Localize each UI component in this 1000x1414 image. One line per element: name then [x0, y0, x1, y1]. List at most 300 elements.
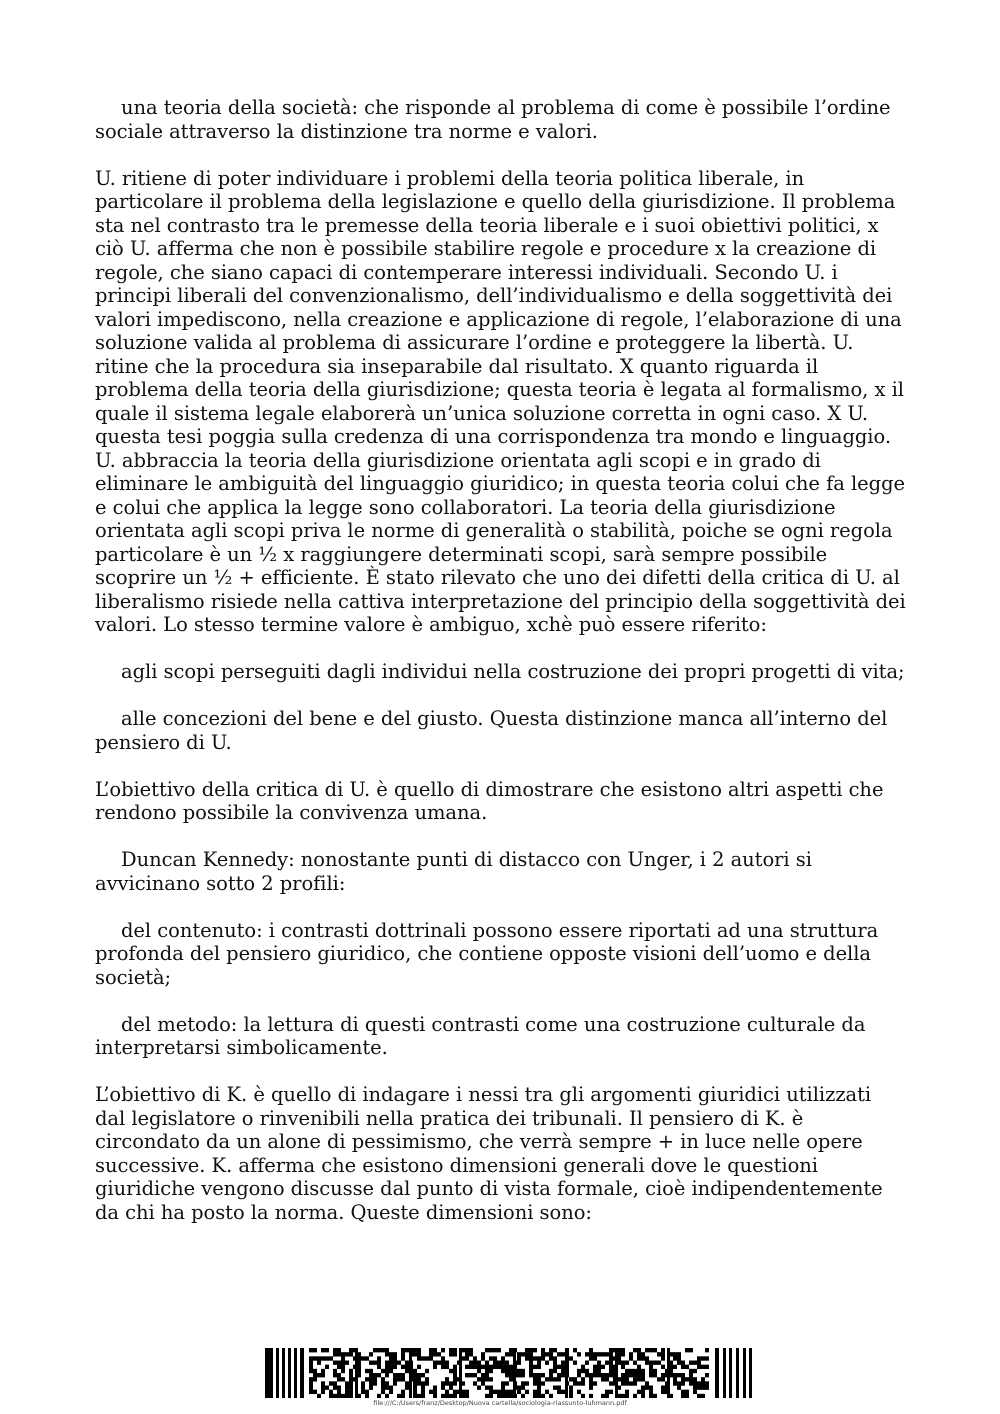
barcode-module	[621, 1361, 625, 1365]
barcode-module	[501, 1390, 505, 1394]
barcode-module	[485, 1377, 489, 1381]
barcode-module	[693, 1390, 697, 1394]
barcode-module	[529, 1348, 533, 1352]
barcode-module	[649, 1390, 653, 1394]
barcode-module	[605, 1394, 609, 1398]
barcode-module	[345, 1381, 349, 1385]
barcode-module	[561, 1352, 565, 1356]
barcode-module	[381, 1369, 385, 1373]
barcode-module	[381, 1381, 385, 1385]
barcode-module	[393, 1352, 397, 1356]
barcode-module	[501, 1365, 505, 1369]
barcode-module	[625, 1394, 629, 1398]
barcode-module	[385, 1352, 389, 1356]
barcode-module	[321, 1369, 325, 1373]
barcode-module	[517, 1369, 521, 1373]
barcode-guard-bar	[723, 1348, 726, 1398]
barcode-module	[509, 1348, 513, 1352]
barcode-module	[361, 1356, 365, 1360]
barcode-module	[697, 1381, 701, 1385]
barcode-module	[621, 1377, 625, 1381]
barcode-module	[633, 1369, 637, 1373]
barcode-guard-bar	[743, 1348, 746, 1398]
barcode-module	[321, 1390, 325, 1394]
barcode-module	[389, 1365, 393, 1369]
barcode-guard-bar	[729, 1348, 732, 1398]
barcode-module	[377, 1394, 381, 1398]
barcode-module	[393, 1356, 397, 1360]
barcode-module	[557, 1390, 561, 1394]
barcode-module	[673, 1381, 677, 1385]
barcode-module	[337, 1390, 341, 1394]
barcode-module	[661, 1386, 665, 1390]
barcode-module	[377, 1373, 381, 1377]
barcode-module	[413, 1381, 417, 1385]
barcode-module	[329, 1390, 333, 1394]
barcode-module	[469, 1365, 473, 1369]
barcode-module	[505, 1381, 509, 1385]
barcode-module	[533, 1394, 537, 1398]
barcode-module	[401, 1373, 405, 1377]
barcode-module	[697, 1394, 701, 1398]
barcode-module	[329, 1394, 333, 1398]
barcode-module	[321, 1373, 325, 1377]
barcode-module	[661, 1356, 665, 1360]
barcode-module	[577, 1390, 581, 1394]
barcode-module	[681, 1373, 685, 1377]
barcode-module	[621, 1348, 625, 1352]
barcode-module	[333, 1348, 337, 1352]
barcode-module	[557, 1352, 561, 1356]
barcode-module	[541, 1381, 545, 1385]
barcode-module	[625, 1381, 629, 1385]
barcode-module	[445, 1381, 449, 1385]
barcode-module	[677, 1352, 681, 1356]
barcode-module	[429, 1352, 433, 1356]
barcode-module	[681, 1377, 685, 1381]
barcode-module	[405, 1386, 409, 1390]
barcode-module	[685, 1394, 689, 1398]
barcode-module	[493, 1365, 497, 1369]
barcode-module	[525, 1352, 529, 1356]
barcode-module	[433, 1348, 437, 1352]
barcode-module	[593, 1352, 597, 1356]
barcode-module	[597, 1352, 601, 1356]
barcode-module	[589, 1386, 593, 1390]
barcode-module	[629, 1369, 633, 1373]
barcode-module	[465, 1356, 469, 1360]
barcode-module	[333, 1373, 337, 1377]
barcode-module	[369, 1352, 373, 1356]
barcode-module	[329, 1356, 333, 1360]
barcode-module	[433, 1352, 437, 1356]
barcode-module	[509, 1390, 513, 1394]
barcode-module	[569, 1356, 573, 1360]
barcode-module	[689, 1348, 693, 1352]
barcode-module	[405, 1361, 409, 1365]
barcode-module	[697, 1386, 701, 1390]
barcode-module	[453, 1348, 457, 1352]
barcode-module	[633, 1373, 637, 1377]
barcode-module	[697, 1365, 701, 1369]
barcode-module	[333, 1386, 337, 1390]
barcode-module	[309, 1386, 313, 1390]
barcode-module	[341, 1352, 345, 1356]
barcode-module	[681, 1394, 685, 1398]
barcode-module	[437, 1352, 441, 1356]
barcode-module	[337, 1348, 341, 1352]
barcode-module	[413, 1373, 417, 1377]
barcode-module	[533, 1348, 537, 1352]
barcode-module	[661, 1365, 665, 1369]
barcode-module	[681, 1381, 685, 1385]
barcode-module	[465, 1365, 469, 1369]
barcode-module	[337, 1373, 341, 1377]
barcode-module	[541, 1373, 545, 1377]
barcode-module	[633, 1394, 637, 1398]
barcode-module	[677, 1386, 681, 1390]
barcode-module	[521, 1373, 525, 1377]
barcode-module	[689, 1373, 693, 1377]
barcode-module	[625, 1361, 629, 1365]
barcode-module	[349, 1386, 353, 1390]
barcode-module	[309, 1365, 313, 1369]
barcode-module	[633, 1361, 637, 1365]
barcode-row-indicator	[355, 1348, 358, 1398]
barcode-module	[609, 1390, 613, 1394]
barcode-module	[453, 1369, 457, 1373]
barcode-module	[413, 1390, 417, 1394]
barcode-module	[581, 1394, 585, 1398]
barcode-guard-bar	[276, 1348, 279, 1398]
barcode-module	[373, 1348, 377, 1352]
barcode-module	[593, 1381, 597, 1385]
barcode-module	[621, 1381, 625, 1385]
barcode-module	[497, 1348, 501, 1352]
barcode-module	[373, 1381, 377, 1385]
barcode-module	[705, 1381, 709, 1385]
barcode-module	[541, 1348, 545, 1352]
list-item-concezioni: alle concezioni del bene e del giusto. Questa distinzione manca all’interno del pensiero di U.	[95, 707, 888, 754]
barcode-module	[337, 1386, 341, 1390]
barcode-module	[445, 1390, 449, 1394]
barcode-module	[549, 1348, 553, 1352]
barcode-module	[465, 1394, 469, 1398]
barcode-module	[609, 1356, 613, 1360]
barcode-module	[441, 1365, 445, 1369]
barcode-module	[309, 1377, 313, 1381]
barcode-module	[493, 1348, 497, 1352]
barcode-module	[405, 1369, 409, 1373]
barcode-module	[433, 1386, 437, 1390]
barcode-module	[421, 1373, 425, 1377]
barcode-module	[313, 1373, 317, 1377]
barcode-guard-bar	[282, 1348, 285, 1398]
barcode-module	[549, 1373, 553, 1377]
barcode-module	[345, 1390, 349, 1394]
barcode-module	[505, 1390, 509, 1394]
barcode-module	[485, 1361, 489, 1365]
barcode-module	[553, 1356, 557, 1360]
barcode-module	[505, 1369, 509, 1373]
barcode-module	[501, 1386, 505, 1390]
barcode-module	[401, 1377, 405, 1381]
barcode-module	[545, 1377, 549, 1381]
barcode-module	[425, 1369, 429, 1373]
barcode-module	[489, 1356, 493, 1360]
barcode-module	[673, 1356, 677, 1360]
barcode-module	[645, 1381, 649, 1385]
barcode-module	[641, 1394, 645, 1398]
barcode-module	[341, 1369, 345, 1373]
barcode-module	[681, 1390, 685, 1394]
barcode-module	[537, 1386, 541, 1390]
barcode-module	[537, 1390, 541, 1394]
barcode-module	[493, 1390, 497, 1394]
barcode-module	[597, 1369, 601, 1373]
barcode-module	[701, 1356, 705, 1360]
barcode-module	[377, 1348, 381, 1352]
barcode-module	[361, 1390, 365, 1394]
barcode-module	[349, 1373, 353, 1377]
barcode-module	[505, 1394, 509, 1398]
barcode-module	[489, 1377, 493, 1381]
barcode-module	[593, 1356, 597, 1360]
barcode-module	[313, 1348, 317, 1352]
barcode-module	[589, 1356, 593, 1360]
barcode-module	[393, 1373, 397, 1377]
barcode-module	[649, 1365, 653, 1369]
paragraph-kennedy: Duncan Kennedy: nonostante punti di distacco con Unger, i 2 autori si avvicinano sotto 2 profili:	[95, 848, 812, 895]
barcode-module	[317, 1356, 321, 1360]
barcode-module	[553, 1377, 557, 1381]
barcode-module	[577, 1369, 581, 1373]
paragraph-unger-liberalism: U. ritiene di poter individuare i problemi della teoria politica liberale, in particolare il problema della legislazione e quello della giurisdizione. Il problema sta nel contrasto tra le premesse della teoria liberale e i suoi obiettivi politici, x ciò U. afferma che non è possibile stabilire regole e procedure x la creazione di regole, che siano capaci di contemperare interessi individuali. Secondo U. i principi liberali del convenzionalismo, dell’individualismo e della soggettività dei valori impediscono, nella creazione e applicazione di regole, l’elaborazione di una soluzione valida al problema di assicurare l’ordine e proteggere la libertà. U. ritine che la procedura sia inseparabile dal risultato. X quanto riguarda il problema della teoria della giurisdizione; questa teoria è legata al formalismo, x il quale il sistema legale elaborerà un’unica soluzione corretta in ogni caso. X U. questa tesi poggia sulla credenza di una corrispondenza tra mondo e linguaggio. U. abbraccia la teoria della giurisdizione orientata agli scopi e in grado di eliminare le ambiguità del linguaggio giuridico; in questa teoria colui che fa legge e colui che applica la legge sono collaboratori. La teoria della giurisdizione orientata agli scopi priva le norme di generalità o stabilità, poiche se ogni regola particolare è un ½ x raggiungere determinati scopi, sarà sempre possibile scoprire un ½ + efficiente. È stato rilevato che uno dei difetti della critica di U. al liberalismo risiede nella cattiva interpretazione del principio della soggettività dei valori. Lo stesso termine valore è ambiguo, xchè può essere riferito:	[95, 166, 906, 636]
barcode-module	[537, 1365, 541, 1369]
barcode-module	[405, 1381, 409, 1385]
barcode-module	[585, 1361, 589, 1365]
barcode-graphic	[263, 1348, 753, 1398]
barcode-module	[493, 1361, 497, 1365]
barcode-module	[473, 1361, 477, 1365]
barcode-module	[705, 1365, 709, 1369]
barcode-module	[381, 1348, 385, 1352]
barcode-module	[661, 1348, 665, 1352]
barcode-module	[525, 1381, 529, 1385]
barcode-module	[369, 1369, 373, 1373]
barcode-module	[621, 1394, 625, 1398]
barcode-module	[661, 1352, 665, 1356]
barcode-module	[697, 1356, 701, 1360]
barcode-module	[573, 1381, 577, 1385]
barcode-module	[449, 1348, 453, 1352]
barcode-module	[697, 1361, 701, 1365]
barcode-module	[321, 1381, 325, 1385]
barcode-module	[561, 1365, 565, 1369]
barcode-module	[689, 1361, 693, 1365]
barcode-module	[537, 1381, 541, 1385]
barcode-module	[385, 1365, 389, 1369]
barcode-module	[329, 1381, 333, 1385]
barcode-module	[381, 1390, 385, 1394]
barcode-module	[545, 1352, 549, 1356]
barcode-guard-bar	[736, 1348, 739, 1398]
barcode-module	[421, 1356, 425, 1360]
barcode-module	[385, 1386, 389, 1390]
barcode-module	[609, 1369, 613, 1373]
barcode-module	[485, 1369, 489, 1373]
barcode-module	[325, 1356, 329, 1360]
barcode-module	[589, 1381, 593, 1385]
barcode-module	[441, 1356, 445, 1360]
barcode-module	[553, 1361, 557, 1365]
barcode-module	[641, 1386, 645, 1390]
barcode-module	[649, 1348, 653, 1352]
barcode-module	[589, 1352, 593, 1356]
barcode-module	[437, 1361, 441, 1365]
barcode-module	[653, 1348, 657, 1352]
barcode-module	[569, 1394, 573, 1398]
barcode-module	[369, 1377, 373, 1381]
barcode-module	[465, 1373, 469, 1377]
barcode-module	[589, 1348, 593, 1352]
barcode-module	[489, 1394, 493, 1398]
barcode-module	[533, 1377, 537, 1381]
barcode-module	[365, 1356, 369, 1360]
barcode-module	[333, 1381, 337, 1385]
barcode-module	[605, 1361, 609, 1365]
barcode-module	[557, 1365, 561, 1369]
barcode-module	[401, 1356, 405, 1360]
barcode-module	[569, 1390, 573, 1394]
barcode-module	[581, 1365, 585, 1369]
barcode-module	[701, 1386, 705, 1390]
barcode-module	[421, 1386, 425, 1390]
barcode-module	[481, 1377, 485, 1381]
barcode-module	[585, 1352, 589, 1356]
barcode-module	[433, 1365, 437, 1369]
barcode-module	[593, 1365, 597, 1369]
barcode-module	[577, 1381, 581, 1385]
barcode-module	[629, 1381, 633, 1385]
list-item-contenuto: del contenuto: i contrasti dottrinali possono essere riportati ad una struttura profonda del pensiero giuridico, che contiene opposte visioni dell’uomo e della società;	[95, 918, 879, 989]
barcode-module	[693, 1381, 697, 1385]
barcode-module	[405, 1348, 409, 1352]
barcode-module	[377, 1361, 381, 1365]
barcode-module	[509, 1394, 513, 1398]
barcode-module	[313, 1356, 317, 1360]
barcode-module	[673, 1373, 677, 1377]
barcode-module	[645, 1361, 649, 1365]
barcode-module	[637, 1348, 641, 1352]
barcode-module	[517, 1352, 521, 1356]
barcode-module	[693, 1361, 697, 1365]
barcode-module	[533, 1356, 537, 1360]
barcode-module	[685, 1390, 689, 1394]
barcode-module	[573, 1361, 577, 1365]
barcode-module	[553, 1386, 557, 1390]
barcode-module	[485, 1386, 489, 1390]
barcode-module	[649, 1361, 653, 1365]
barcode-module	[433, 1394, 437, 1398]
barcode-module	[673, 1377, 677, 1381]
barcode-module	[441, 1361, 445, 1365]
barcode-module	[441, 1394, 445, 1398]
barcode-module	[637, 1352, 641, 1356]
barcode-module	[589, 1373, 593, 1377]
barcode-module	[553, 1348, 557, 1352]
barcode-module	[605, 1373, 609, 1377]
barcode-module	[381, 1377, 385, 1381]
barcode-module	[521, 1381, 525, 1385]
barcode-module	[453, 1365, 457, 1369]
barcode-module	[677, 1381, 681, 1385]
barcode-module	[349, 1381, 353, 1385]
barcode-module	[529, 1352, 533, 1356]
barcode-module	[373, 1373, 377, 1377]
barcode-module	[341, 1365, 345, 1369]
barcode-module	[601, 1365, 605, 1369]
barcode-module	[393, 1365, 397, 1369]
barcode-module	[701, 1394, 705, 1398]
barcode-guard-bar	[749, 1348, 752, 1398]
barcode-module	[369, 1386, 373, 1390]
barcode-module	[481, 1352, 485, 1356]
barcode-module	[517, 1361, 521, 1365]
barcode-module	[349, 1394, 353, 1398]
barcode-module	[601, 1352, 605, 1356]
barcode-module	[421, 1381, 425, 1385]
barcode-guard-bar	[715, 1348, 719, 1398]
barcode-module	[673, 1352, 677, 1356]
barcode-module	[701, 1365, 705, 1369]
barcode-module	[661, 1377, 665, 1381]
barcode-module	[509, 1377, 513, 1381]
barcode-module	[537, 1377, 541, 1381]
barcode-module	[561, 1373, 565, 1377]
barcode-module	[377, 1365, 381, 1369]
barcode-module	[473, 1373, 477, 1377]
barcode-module	[549, 1352, 553, 1356]
barcode-module	[325, 1386, 329, 1390]
barcode-module	[529, 1373, 533, 1377]
barcode-module	[537, 1394, 541, 1398]
barcode-module	[433, 1390, 437, 1394]
barcode-module	[653, 1373, 657, 1377]
barcode-module	[609, 1352, 613, 1356]
barcode-module	[465, 1352, 469, 1356]
barcode-module	[637, 1377, 641, 1381]
barcode-module	[581, 1377, 585, 1381]
barcode-module	[641, 1352, 645, 1356]
barcode-module	[445, 1377, 449, 1381]
barcode-module	[637, 1390, 641, 1394]
barcode-module	[597, 1365, 601, 1369]
barcode-module	[365, 1369, 369, 1373]
barcode-guard-bar	[265, 1348, 273, 1398]
barcode-row-indicator	[565, 1348, 568, 1398]
barcode-module	[381, 1386, 385, 1390]
barcode-module	[529, 1356, 533, 1360]
barcode-module	[465, 1348, 469, 1352]
barcode-module	[337, 1361, 341, 1365]
barcode-module	[517, 1356, 521, 1360]
barcode-module	[389, 1356, 393, 1360]
barcode-module	[649, 1386, 653, 1390]
barcode-module	[369, 1381, 373, 1385]
barcode-module	[417, 1377, 421, 1381]
barcode-module	[629, 1356, 633, 1360]
